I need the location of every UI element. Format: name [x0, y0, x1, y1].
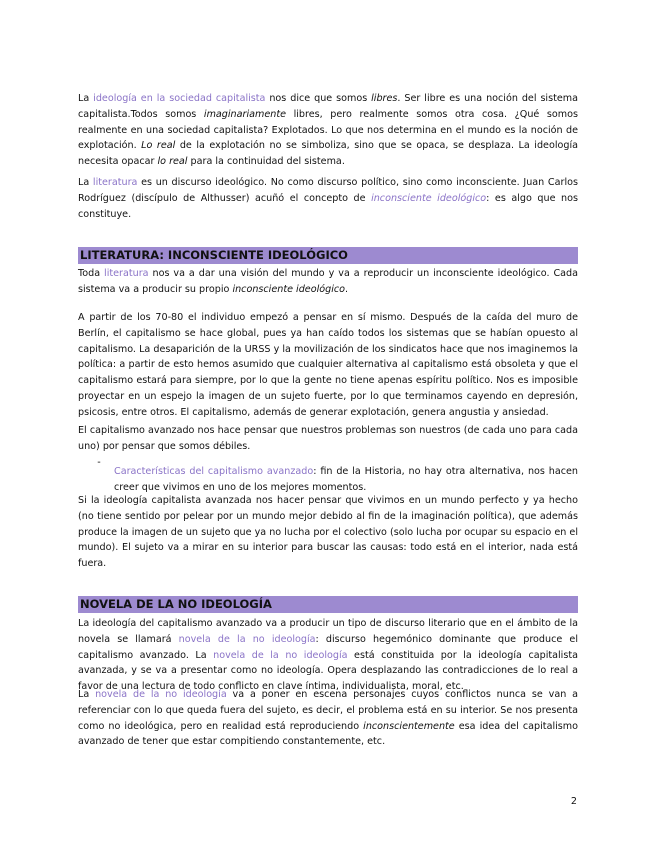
text: está constituida por la ideología capitalista avanzada, y se va a presentar como no ideología. Opera desplazando las contradicciones de lo real a favor de una lectura de todo conflicto en clave íntima, individualista, moral, etc. [78, 649, 578, 693]
italic-term: Lo real [141, 140, 176, 152]
paragraph-text: Si la ideología capitalista avanzada nos hacer pensar que vivimos en un mundo perfecto y ya hecho (no tiene sentido por pelear por un mundo mejor debido al fin de la imaginación política), que además produce la imagen de un sujeto que ya no lucha por el colectivo (solo lucha por ocupar su espacio en el mundo). El sujeto va a mirar en su interior para buscar las causas: todo está en el interior, nada está fuera. [78, 495, 578, 570]
text: es un discurso ideológico. No como discurso político, sino como inconsciente. Juan Carlos Rodríguez (discípulo de Althusser) acuñó el concepto de [78, 177, 578, 204]
paragraph-text: El capitalismo avanzado nos hace pensar que nuestros problemas son nuestros (de cada uno para cada uno) por pensar que somos débiles. [78, 425, 578, 452]
paragraph-text [78, 91, 578, 170]
paragraph-text [78, 616, 578, 695]
bullet-text [110, 464, 578, 496]
section-heading: NOVELA DE LA NO IDEOLOGÍA [78, 596, 578, 613]
paragraph-toda-literatura [78, 266, 578, 298]
highlight-term: novela de la no ideología [95, 689, 227, 700]
paragraph-literatura [78, 175, 578, 222]
section-heading-novela [78, 596, 578, 613]
highlight-term: ideología en la sociedad capitalista [93, 93, 266, 104]
page-number: 2 [570, 796, 577, 807]
text: La [78, 93, 94, 104]
italic-term: imaginariamente [203, 108, 286, 120]
highlight-term: Características del capitalismo avanzado [114, 466, 314, 478]
text: para la continuidad del sistema. [187, 156, 345, 168]
paragraph-novela-1 [78, 616, 578, 695]
paragraph-text [78, 266, 578, 298]
bullet-dash: - [97, 456, 101, 468]
paragraph-70-80 [78, 310, 578, 421]
highlight-term: literatura [104, 268, 149, 279]
highlight-term: novela de la no ideología [213, 649, 348, 661]
text: va a poner en escena personajes cuyos conflictos nunca se van a referenciar con lo que queda fuera del sujeto, es decir, el problema está en su interior. Se nos presenta como no ideológica, pero en realidad está reproduciendo [78, 689, 578, 732]
text: . [345, 283, 349, 295]
text: La [78, 177, 93, 188]
paragraph-text: A partir de los 70-80 el individuo empezó a pensar en sí mismo. Después de la caída del muro de Berlín, el capitalismo se hace global, pues ya han caído todos los sistemas que se habían opuesto al capitalismo. La desaparición de la URSS y la movilización de los sindicatos hace que nos imaginemos la política: a partir de esto hemos asumido que cualquier alternativa al capitalismo está obsoleta y que el capitalismo estará para siempre, por lo que la gente no tiene apenas espíritu político. Nos es imposible proyectar en un espejo la imagen de un sujeto fuerte, por lo que terminamos cayendo en depresión, psicosis, entre otros. El capitalismo, además de generar explotación, genera angustia y ansiedad. [78, 312, 578, 418]
highlight-term: novela de la no ideología [178, 633, 316, 645]
section-heading-literatura [78, 247, 578, 264]
italic-term: libres [371, 93, 398, 104]
paragraph-text [78, 175, 578, 222]
paragraph-ideologia-capitalista [78, 493, 578, 572]
text: : discurso hegemónico dominante que produce el capitalismo avanzado. La [78, 633, 578, 661]
italic-term: inconsciente ideológico [232, 283, 346, 295]
text: libres, pero realmente somos otra cosa. ¿Qué somos realmente en una sociedad capitalista? Explotados. Lo que nos determina en el mundo es la noción de explotación. [78, 108, 578, 152]
paragraph-novela-2 [78, 687, 578, 750]
text: . Ser libre es una noción del sistema capitalista.Todos somos [78, 93, 578, 120]
text: nos va a dar una visión del mundo y va a reproducir un inconsciente ideológico. Cada sistema va a producir su propio [78, 268, 579, 295]
paragraph-text [78, 687, 578, 750]
paragraph-ideologia [78, 91, 578, 170]
text: nos dice que somos [265, 93, 372, 104]
highlight-term: inconsciente ideológico [371, 192, 487, 204]
section-heading: LITERATURA: INCONSCIENTE IDEOLÓGICO [78, 247, 578, 264]
text: : es algo que nos constituye. [78, 192, 579, 220]
italic-term: lo real [157, 156, 188, 168]
text: La ideología del capitalismo avanzado va a producir un tipo de discurso literario que en el ámbito de la novela se llamará [78, 618, 578, 645]
text: esa idea del capitalismo avanzado de tener que estar compitiendo constantemente, etc. [78, 720, 578, 748]
text: de la explotación no se simboliza, sino que se opaca, se desplaza. La ideología necesita opacar [78, 140, 579, 168]
text: La [78, 689, 96, 700]
text: Toda [78, 268, 105, 279]
highlight-term: literatura [92, 177, 138, 188]
text: : fin de la Historia, no hay otra alternativa, nos hacen creer que vivimos en uno de los mejores momentos. [114, 466, 578, 493]
italic-term: inconscientemente [363, 720, 455, 732]
